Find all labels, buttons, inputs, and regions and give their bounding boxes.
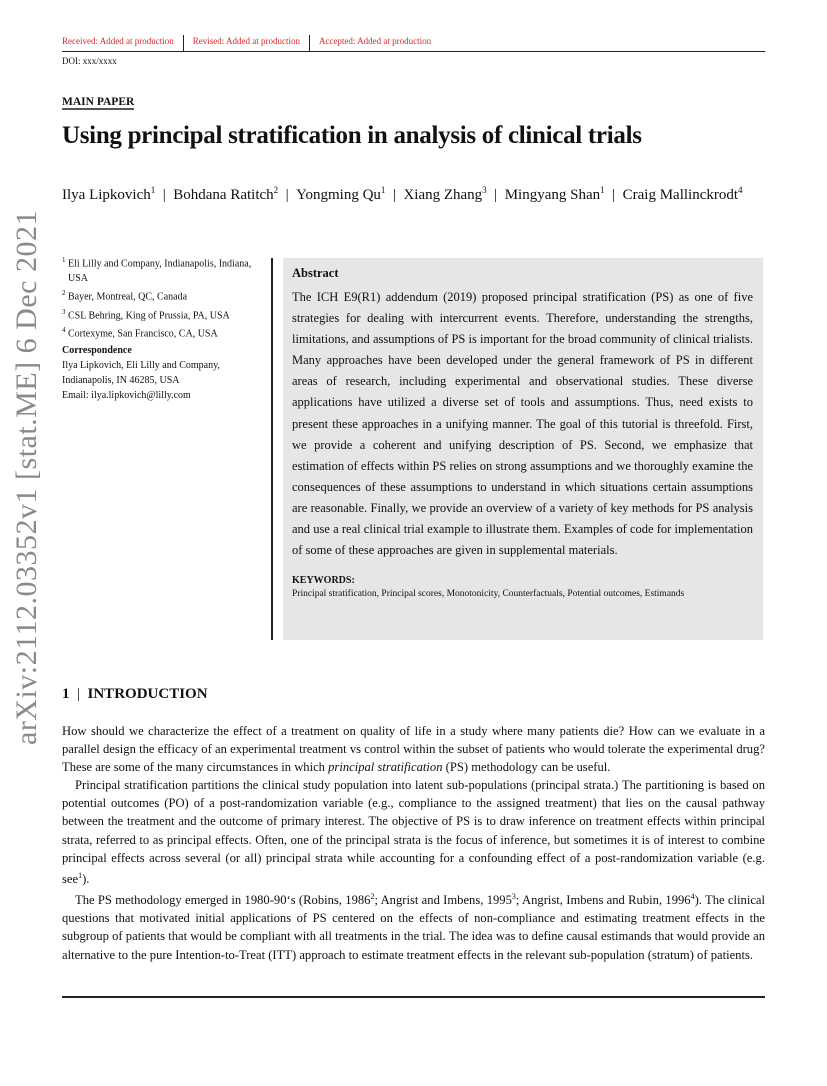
affiliation: $^4$ Cortexyme, San Francisco, CA, USA (62, 325, 218, 340)
correspondence-heading: Correspondence (62, 345, 132, 356)
affiliations (62, 253, 262, 341)
accepted-date: Accepted: Added at production (318, 36, 432, 46)
correspondence (62, 343, 262, 403)
abstract-box (283, 258, 763, 640)
author-list: Ilya Lipkovich$^1$ | Bohdana Ratitch$^2$ | Yongming Qu$^1$ | Xiang Zhang$^3$ | Mingyang Shan$^1$ | Craig Mallinckrodt$^4$ (62, 185, 743, 203)
correspondence-line: Ilya Lipkovich, Eli Lilly and Company, (62, 360, 220, 371)
citation[interactable]: 4 (690, 892, 695, 902)
article-type-label: MAIN PAPER (62, 96, 135, 108)
received-date: Received: Added at production (62, 35, 184, 51)
divider (271, 258, 273, 640)
paragraph: The PS methodology emerged in 1980-90‘s (Robins, 1986$^2$; Angrist and Imbens, 1995$^3$; Angrist, Imbens and Rubin, 1996$^4$). The clinical questions that motivated initial applications of PS centered on the effects of non-compliance and estimating treatment effects in the subgroup of patients that would be compliant with all treatments in the trial. The idea was to define causal estimands that would provide an alternative to the pure Intention-to-Treat (ITT) approach to estimate treatment effects in the relevant sub-population (stratum) of patients. (62, 892, 765, 962)
arxiv-stamp[interactable]: arXiv:2112.03352v1 [stat.ME] 6 Dec 2021 (10, 210, 43, 745)
affiliation: $^2$ Bayer, Montreal, QC, Canada (62, 289, 188, 303)
author: Yongming Qu$^1$ (296, 185, 386, 203)
keywords: Principal stratification, Principal scores, Monotonicity, Counterfactuals, Potential outcomes, Estimands (292, 589, 685, 600)
abstract-text: The ICH E9(R1) addendum (2019) proposed principal stratification (PS) as one of five strategies for dealing with intercurrent events. Therefore, understanding the strengths, limitations, and assumptions of PS is important for the broad community of clinical trialists. Many approaches have been developed under the general framework of PS in different areas of research, including experimental and observational studies. These diverse applications have utilized a diverse set of tools and assumptions. Thus, need exists to present these approaches in a unifying manner. The goal of this tutorial is threefold. First, we provide a coherent and unifying description of PS. Second, we emphasize that estimation of effects within PS relies on strong assumptions and we thoroughly examine the consequences of these assumptions to understand in which situations certain assumptions are reasonable. Finally, we provide an overview of a variety of key methods for PS analysis and use a real clinical trial example to illustrate them. Examples of code for implementation of some of these approaches are given in supplemental materials. (292, 290, 753, 558)
correspondence-line: Indianapolis, IN 46285, USA (62, 375, 180, 386)
paragraph: How should we characterize the effect of a treatment on quality of life in a study where many patients die? How can we evaluate in a parallel design the efficacy of an experimental treatment vs control within the subset of patients who would tolerate the experimental drug? These are some of the many circumstances in which principal stratification (PS) methodology can be useful. (62, 724, 765, 775)
footer-rule (62, 996, 765, 998)
introduction-body (62, 722, 765, 964)
affiliation: $^1$ Eli Lilly and Company, Indianapolis, Indiana, USA (62, 256, 252, 285)
section-heading: 1 | INTRODUCTION (62, 686, 208, 702)
author: Ilya Lipkovich$^1$ (62, 185, 156, 203)
citation[interactable]: 2 (370, 892, 375, 902)
author: Xiang Zhang$^3$ (403, 185, 487, 203)
article-history (62, 35, 765, 52)
paper-title: Using principal stratification in analysis of clinical trials (62, 122, 642, 149)
paragraph: Principal stratification partitions the clinical study population into latent sub-populations (principal strata.) The partitioning is based on potential outcomes (PO) of a post-randomization variable (e.g., compliance to the assigned treatment) that lies on the causal pathway between the treatment and the outcome of primary interest. The objective of PS is to draw inference on treatment effects within principal strata, referred to as principal effects. Often, one of the principal strata is the focus of inference, but sometimes it is of interest to combine principal effects across several (or all) principal strata while accounting for a confounding effect of a post-randomization variable (e.g. see$^1$). (62, 778, 765, 886)
doi: DOI: xxx/xxxx (62, 56, 117, 66)
citation[interactable]: 3 (511, 892, 516, 902)
author: Bohdana Ratitch$^2$ (173, 185, 279, 203)
revised-date: Revised: Added at production (193, 35, 310, 51)
citation[interactable]: 1 (78, 870, 83, 880)
keywords-heading: KEYWORDS: (292, 575, 355, 587)
author: Mingyang Shan$^1$ (504, 185, 605, 203)
abstract-heading: Abstract (292, 266, 339, 280)
author: Craig Mallinckrodt$^4$ (622, 185, 743, 203)
affiliation: $^3$ CSL Behring, King of Prussia, PA, USA (62, 307, 230, 321)
correspondence-email[interactable]: Email: ilya.lipkovich@lilly.com (62, 390, 191, 401)
